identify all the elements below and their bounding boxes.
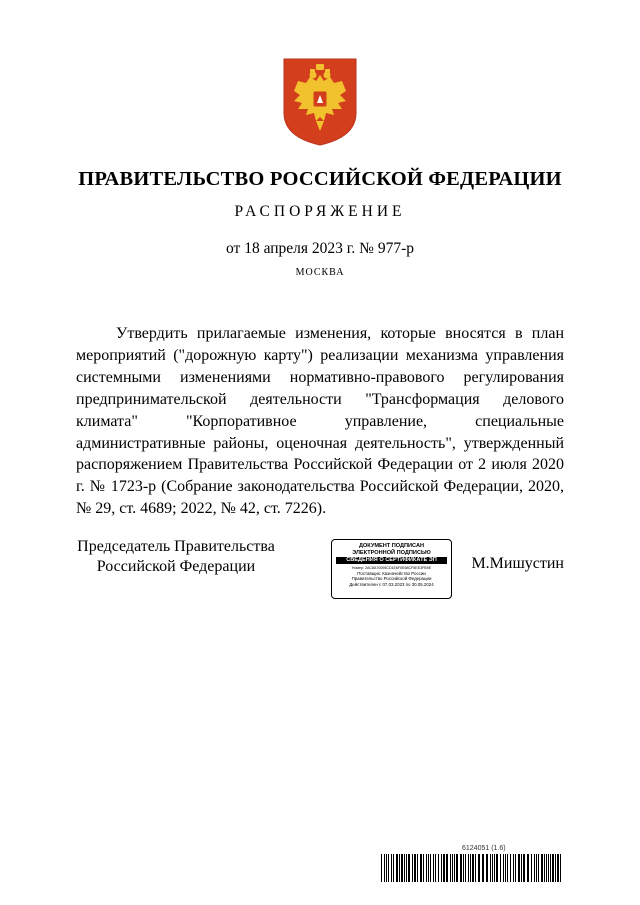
document-date-number: от 18 апреля 2023 г. № 977-р (226, 240, 414, 257)
stamp-cert-number: Номер: 2AC8A70095CD1E6F0E68CF5EE3FB9E (351, 566, 432, 570)
stamp-certificate-heading: СВЕДЕНИЯ О СЕРТИФИКАТЕ ЭП (336, 557, 447, 564)
stamp-line-1: ДОКУМЕНТ ПОДПИСАН (358, 543, 425, 549)
coat-of-arms-icon (280, 55, 360, 147)
electronic-signature-stamp (331, 539, 452, 599)
stamp-validity: Действителен с 07.03.2023 по 30.05.2024 (349, 581, 434, 587)
signatory-name: М.Мишустин (471, 555, 564, 572)
stamp-owner: Правительство Российской Федерации (351, 576, 432, 582)
signatory-position-line1: Председатель Правительства (77, 538, 275, 555)
body-paragraph: Утвердить прилагаемые изменения, которые вносятся в план мероприятий ("дорожную карту") реализации механизма управления системными изменениями нормативно-правового регулирования предпринимательской деятельности "Трансформация делового климата" "Корпоративное управление, специальные административные районы, оценочная деятельность", утвержденный распоряжением Правительства Российской Федерации от 2 июля 2020 г. № 1723-р (Собрание законодательства Российской Федерации, 2020, № 29, ст. 4689; 2022, № 42, ст. 7226). (76, 325, 564, 518)
document-city: МОСКВА (295, 267, 345, 278)
barcode-icon (381, 854, 563, 882)
signatory-position-line2: Российской Федерации (96, 558, 256, 575)
signatory-position (76, 537, 276, 577)
document-title: ПРАВИТЕЛЬСТВО РОССИЙСКОЙ ФЕДЕРАЦИИ (78, 168, 562, 190)
stamp-issuer: Поставщик: Казначейство России (357, 571, 426, 576)
barcode-number: 6124051 (1.6) (462, 845, 506, 852)
document-body (76, 323, 564, 520)
stamp-line-2: ЭЛЕКТРОННОЙ ПОДПИСЬЮ (352, 549, 431, 556)
document-type: РАСПОРЯЖЕНИЕ (234, 203, 406, 220)
